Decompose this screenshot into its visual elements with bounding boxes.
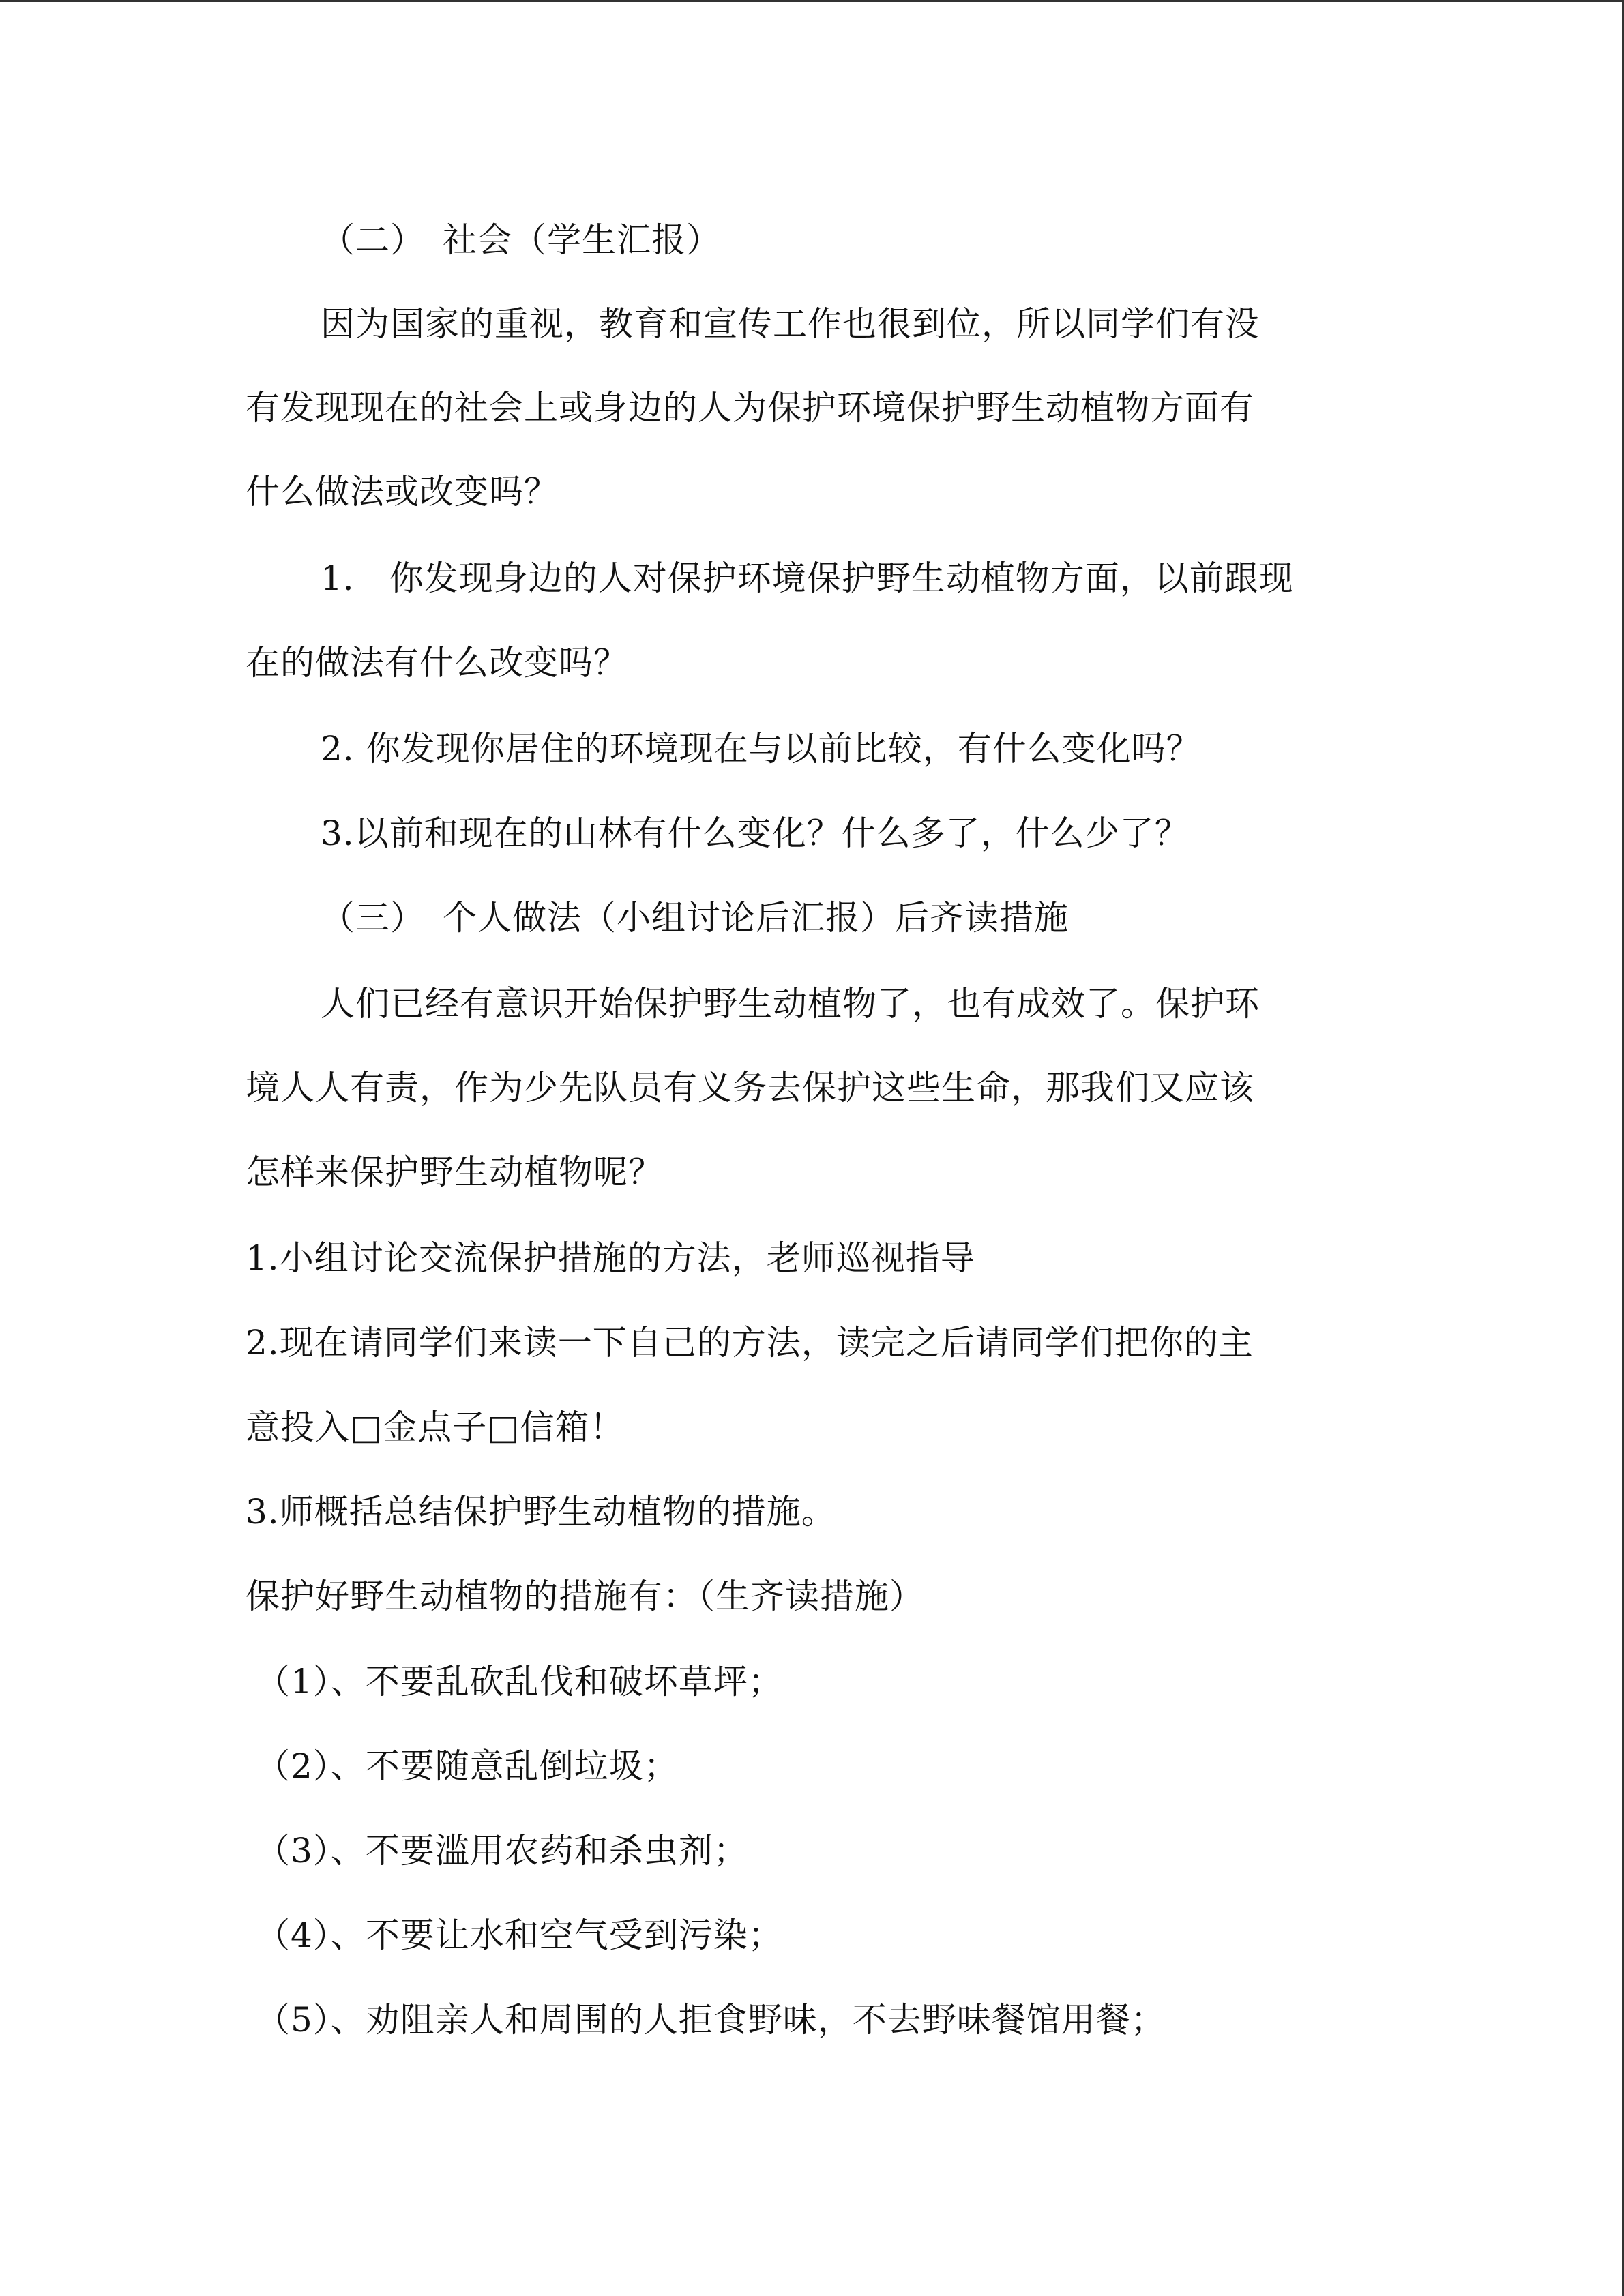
section-heading-personal: （三） 个人做法（小组讨论后汇报）后齐读措施 — [321, 898, 1069, 938]
measure-item: （2）、不要随意乱倒垃圾； — [256, 1746, 679, 1786]
measure-item: （4）、不要让水和空气受到污染； — [256, 1915, 783, 1955]
paragraph-line: 因为国家的重视，教育和宣传工作也很到位，所以同学们有没 — [321, 304, 1260, 344]
step-item: 3.师概括总结保护野生动植物的措施。 — [246, 1492, 836, 1532]
measures-heading: 保护好野生动植物的措施有：（生齐读措施） — [246, 1577, 924, 1616]
measure-item: （3）、不要滥用农药和杀虫剂； — [256, 1831, 748, 1870]
measure-item: （5）、劝阻亲人和周围的人拒食野味，不去野味餐馆用餐； — [256, 2000, 1166, 2040]
question-item: 1. 你发现身边的人对保护环境保护野生动植物方面，以前跟现 — [321, 558, 1294, 598]
question-item: 在的做法有什么改变吗？ — [246, 643, 628, 683]
paragraph-line: 怎样来保护野生动植物呢？ — [246, 1152, 663, 1192]
page-border-top — [0, 0, 1624, 2]
step-item: 1.小组讨论交流保护措施的方法，老师巡视指导 — [246, 1238, 975, 1278]
step-item: 2.现在请同学们来读一下自己的方法，读完之后请同学们把你的主 — [246, 1323, 1254, 1362]
question-item: 2. 你发现你居住的环境现在与以前比较，有什么变化吗？ — [321, 729, 1201, 769]
section-heading-society: （二） 社会（学生汇报） — [321, 220, 721, 260]
paragraph-line: 什么做法或改变吗？ — [246, 472, 559, 511]
question-item: 3.以前和现在的山林有什么变化？什么多了，什么少了？ — [321, 814, 1190, 853]
step-item: 意投入□金点子□信箱！ — [246, 1407, 625, 1447]
paragraph-line: 人们已经有意识开始保护野生动植物了，也有成效了。保护环 — [321, 984, 1260, 1024]
measure-item: （1）、不要乱砍乱伐和破坏草坪； — [256, 1662, 783, 1701]
paragraph-line: 境人人有责，作为少先队员有义务去保护这些生命，那我们又应该 — [246, 1068, 1254, 1107]
paragraph-line: 有发现现在的社会上或身边的人为保护环境保护野生动植物方面有 — [246, 388, 1254, 428]
